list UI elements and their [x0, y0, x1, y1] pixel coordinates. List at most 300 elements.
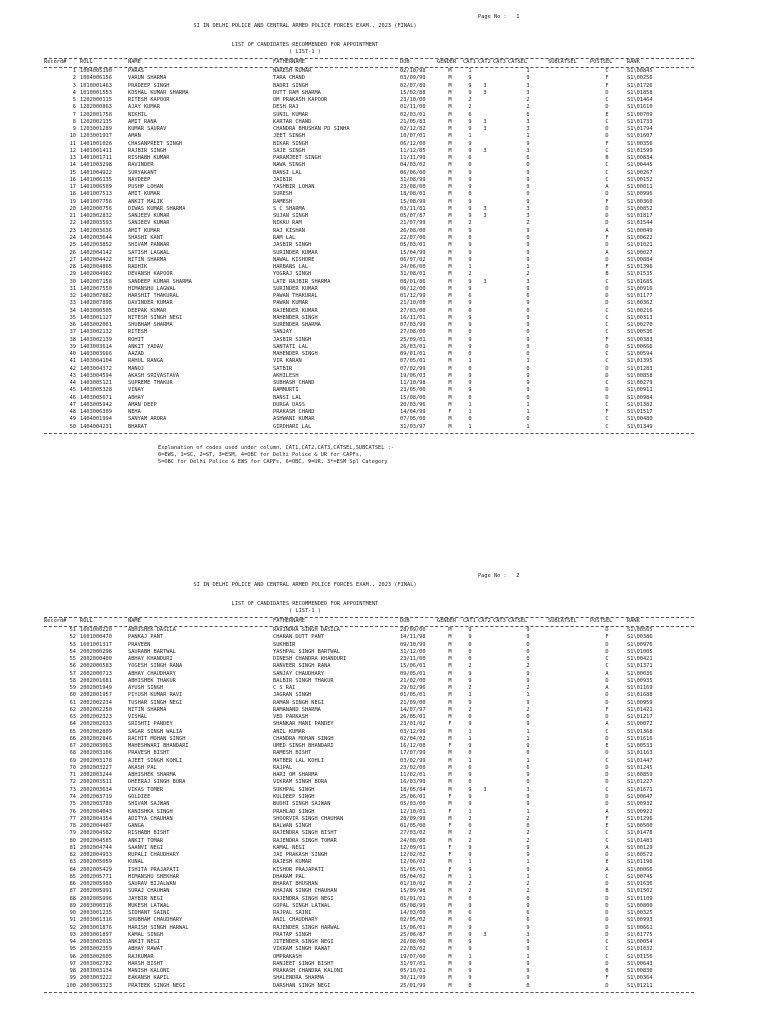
- cell-dob: 12/09/01: [400, 844, 426, 851]
- cell-catsel: 2: [526, 706, 530, 713]
- cell-roll: 2002003178: [80, 757, 112, 764]
- cell-rank: S1\00709: [627, 111, 653, 118]
- cell-cat1: 6: [468, 155, 472, 162]
- cell-name: KOSHAL KUMAR SHARMA: [128, 89, 189, 96]
- cell-dob: 09/01/01: [400, 351, 426, 358]
- cell-postsel: D: [605, 960, 609, 967]
- cell-gender: M: [448, 75, 452, 82]
- cell-fathername: KAMAL NEGI: [273, 844, 305, 851]
- cell-cat1: 9: [468, 184, 472, 191]
- cell-postsel: D: [605, 910, 609, 917]
- table-row: [0, 344, 768, 351]
- table-row: [0, 293, 768, 300]
- cell-rank: S1\00054: [627, 939, 653, 946]
- cell-dob: 31/12/00: [400, 648, 426, 655]
- cell-cat1: 0: [468, 648, 472, 655]
- cell-gender: F: [448, 743, 452, 750]
- cell-catsel: 3: [526, 278, 530, 285]
- cell-gender: M: [448, 162, 452, 169]
- cell-rank: S1\01636: [627, 881, 653, 888]
- cell-catsel: 6: [526, 293, 530, 300]
- cell-roll: 1203001289: [80, 126, 112, 133]
- cell-dob: 04/03/02: [400, 162, 426, 169]
- cell-dob: 27/08/00: [400, 329, 426, 336]
- cell-fathername: SUBHASH CHAND: [273, 380, 315, 387]
- cell-gender: M: [448, 902, 452, 909]
- header-catsel: CATSEL: [508, 618, 528, 624]
- cell-name: GOLDIEE: [128, 793, 151, 800]
- cell-rank: S1\01502: [627, 888, 653, 895]
- cell-dob: 21/10/00: [400, 300, 426, 307]
- cell-dob: 26/05/01: [400, 714, 426, 721]
- cell-catsel: 0: [526, 895, 530, 902]
- cell-fathername: DUTT RAM SHARMA: [273, 89, 321, 96]
- cell-postsel: C: [605, 162, 609, 169]
- cell-fathername: UMED SINGH BHANDARI: [273, 743, 334, 750]
- cell-fathername: PRATAP SINGH: [273, 931, 312, 938]
- exam-title: SI IN DELHI POLICE AND CENTRAL ARMED POLICE FORCES EXAM., 2023 (FINAL): [193, 23, 417, 29]
- cell-catsel: 2: [526, 830, 530, 837]
- cell-postsel: F: [605, 634, 609, 641]
- cell-gender: M: [448, 750, 452, 757]
- cell-record: 77: [69, 815, 76, 822]
- cell-name: EAKANSH KAPIL: [128, 975, 170, 982]
- cell-dob: 03/11/81: [400, 205, 426, 212]
- cell-name: RAHUL RANGA: [128, 358, 164, 365]
- cell-name: NIKHIL: [128, 111, 148, 118]
- cell-postsel: C: [605, 939, 609, 946]
- cell-fathername: SURESH: [273, 191, 293, 198]
- cell-record: 36: [69, 322, 76, 329]
- cell-cat1: 9: [468, 227, 472, 234]
- cell-cat1: 1: [468, 808, 472, 815]
- table-row: [0, 199, 768, 206]
- cell-name: ABHAY RAWAT: [128, 946, 164, 953]
- table-row: [0, 772, 768, 779]
- cell-postsel: D: [605, 735, 609, 742]
- cell-dob: 02/07/89: [400, 82, 426, 89]
- cell-gender: M: [448, 213, 452, 220]
- cell-rank: S1\00049: [627, 227, 653, 234]
- cell-gender: M: [448, 641, 452, 648]
- cell-postsel: B: [605, 155, 609, 162]
- table-row: [0, 387, 768, 394]
- cell-gender: M: [448, 648, 452, 655]
- table-row: [0, 830, 768, 837]
- cell-record: 22: [69, 220, 76, 227]
- cell-cat1: 9: [468, 866, 472, 873]
- cell-dob: 28/09/99: [400, 815, 426, 822]
- cell-cat1: 9: [468, 285, 472, 292]
- cell-cat1: 1: [468, 757, 472, 764]
- cell-cat1: 1: [468, 735, 472, 742]
- cell-roll: 1202002135: [80, 118, 112, 125]
- cell-record: 37: [69, 329, 76, 336]
- cell-fathername: ANIL CHAUDHARY: [273, 917, 318, 924]
- cell-roll: 1402007550: [80, 285, 112, 292]
- table-row: [0, 896, 768, 903]
- cell-catsel: 2: [526, 104, 530, 111]
- cell-postsel: A: [605, 184, 609, 191]
- cell-rank: S1\01544: [627, 220, 653, 227]
- cell-rank: S1\00745: [627, 873, 653, 880]
- cell-postsel: F: [605, 336, 609, 343]
- cell-rank: S1\00129: [627, 844, 653, 851]
- cell-rank: S1\00565: [627, 627, 653, 633]
- cell-gender: M: [448, 772, 452, 779]
- cell-dob: 31/03/97: [400, 423, 426, 430]
- cell-fathername: HARI OM SHARMA: [273, 772, 318, 779]
- cell-postsel: C: [605, 147, 609, 154]
- cell-rank: S1\00661: [627, 924, 653, 931]
- cell-catsel: 9: [526, 380, 530, 387]
- cell-dob: 25/06/01: [400, 793, 426, 800]
- cell-name: SANJEEV KUMAR: [128, 220, 170, 227]
- cell-dob: 07/05/00: [400, 416, 426, 423]
- cell-rank: S1\00647: [627, 793, 653, 800]
- header-fathername: FATHERNAME: [273, 618, 305, 624]
- cell-postsel: D: [605, 779, 609, 786]
- cell-roll: 1401003298: [80, 162, 112, 169]
- cell-name: DEEPAK KUMAR: [128, 307, 167, 314]
- header-name: NAME: [128, 618, 141, 624]
- cell-rank: S1\00884: [627, 256, 653, 263]
- cell-cat1: 0: [468, 307, 472, 314]
- cell-roll: 2003002605: [80, 953, 112, 960]
- cell-rank: S1\00666: [627, 343, 653, 350]
- cell-name: SIDHANT SAINI: [128, 910, 170, 917]
- cell-rank: S1\01227: [627, 779, 653, 786]
- cell-postsel: D: [605, 902, 609, 909]
- cell-dob: 01/11/00: [400, 104, 426, 111]
- cell-dob: 24/08/00: [400, 837, 426, 844]
- cell-record: 24: [69, 234, 76, 241]
- cell-dob: 05/10/01: [400, 968, 426, 975]
- cell-name: NITESH SINGH NEGI: [128, 314, 183, 321]
- cell-roll: 2003002359: [80, 946, 112, 953]
- cell-catsel: 0: [526, 714, 530, 721]
- cell-gender: F: [448, 852, 452, 859]
- cell-dob: 15/09/98: [400, 888, 426, 895]
- table-row: [0, 975, 768, 982]
- cell-rank: S1\00152: [627, 176, 653, 183]
- cell-dob: 06/06/00: [400, 169, 426, 176]
- cell-gender: M: [448, 677, 452, 684]
- cell-gender: M: [448, 89, 452, 96]
- cell-rank: S1\00325: [627, 910, 653, 917]
- cell-fathername: SAJE SINGH: [273, 147, 305, 154]
- cell-roll: 2002004487: [80, 823, 112, 830]
- cell-roll: 2002005996: [80, 895, 112, 902]
- cell-gender: M: [448, 764, 452, 771]
- cell-name: NITIN SHARMA: [128, 256, 167, 263]
- cell-record: 89: [69, 902, 76, 909]
- table-row: [0, 228, 768, 235]
- cell-cat1: 9: [468, 322, 472, 329]
- cell-rank: S1\01775: [627, 931, 653, 938]
- cell-cat1: 6: [468, 111, 472, 118]
- cell-postsel: D: [605, 293, 609, 300]
- table-row: [0, 794, 768, 801]
- cell-catsel: 9: [526, 285, 530, 292]
- cell-rank: S1\00643: [627, 960, 653, 967]
- table-row: [0, 337, 768, 344]
- cell-fathername: RAMAN SINGH NEGI: [273, 699, 325, 706]
- cell-name: VARUN SHARMA: [128, 75, 167, 82]
- cell-roll: 1401006135: [80, 176, 112, 183]
- cell-record: 76: [69, 808, 76, 815]
- header-cat1: CAT1: [463, 618, 476, 624]
- cell-gender: M: [448, 975, 452, 982]
- cell-rank: S1\00267: [627, 169, 653, 176]
- cell-fathername: SATBIR: [273, 365, 293, 372]
- cell-catsel: 9: [526, 743, 530, 750]
- cell-postsel: F: [605, 409, 609, 416]
- cell-gender: M: [448, 307, 452, 314]
- cell-catsel: 9: [526, 852, 530, 859]
- cell-rank: S1\01794: [627, 126, 653, 133]
- cell-record: 6: [72, 104, 76, 111]
- cell-gender: M: [448, 735, 452, 742]
- cell-cat1: 1: [468, 692, 472, 699]
- cell-catsel: 1: [526, 859, 530, 866]
- cell-dob: 23/01/02: [400, 721, 426, 728]
- cell-dob: 27/03/02: [400, 830, 426, 837]
- cell-fathername: BALBIR SINGH THAKUR: [273, 677, 334, 684]
- cell-record: 29: [69, 271, 76, 278]
- cell-catsel: 6: [526, 910, 530, 917]
- cell-record: 14: [69, 162, 76, 169]
- cell-dob: 02/04/02: [400, 735, 426, 742]
- cell-fathername: PRAKASH CHAND: [273, 409, 315, 416]
- cell-fathername: KULDEEP SINGH: [273, 793, 315, 800]
- cell-name: AKASH SRIVASTAVA: [128, 372, 180, 379]
- cell-postsel: D: [605, 89, 609, 96]
- cell-postsel: C: [605, 307, 609, 314]
- header-dob: DOB: [400, 618, 410, 624]
- cell-name: KANISHKA SINGH: [128, 808, 173, 815]
- table-row: [0, 286, 768, 293]
- cell-roll: 2002004933: [80, 852, 112, 859]
- cell-roll: 1401001411: [80, 147, 112, 154]
- cell-postsel: C: [605, 322, 609, 329]
- cell-cat1: 9: [468, 844, 472, 851]
- cell-roll: 2002003063: [80, 743, 112, 750]
- cell-fathername: BUDHI SINGH SAJWAN: [273, 801, 331, 808]
- cell-record: 83: [69, 859, 76, 866]
- table-row: [0, 663, 768, 670]
- cell-dob: 20/03/96: [400, 401, 426, 408]
- cell-catsel: 9: [526, 801, 530, 808]
- cell-gender: M: [448, 249, 452, 256]
- cell-record: 88: [69, 895, 76, 902]
- cell-dob: 15/02/88: [400, 89, 426, 96]
- cell-dob: 09/05/01: [400, 670, 426, 677]
- cell-rank: S1\00360: [627, 198, 653, 205]
- cell-gender: M: [448, 68, 452, 74]
- cell-record: 11: [69, 140, 76, 147]
- cell-cat1: 9: [468, 801, 472, 808]
- cell-cat1: 9: [468, 772, 472, 779]
- cell-roll: 1403002061: [80, 322, 112, 329]
- cell-roll: 2002003511: [80, 779, 112, 786]
- cell-roll: 2002001957: [80, 692, 112, 699]
- cell-cat1: 0: [468, 779, 472, 786]
- cell-cat1: 0: [468, 365, 472, 372]
- cell-cat1: 9: [468, 314, 472, 321]
- cell-roll: 2003003222: [80, 975, 112, 982]
- cell-fathername: VIKRAM SINGH BORA: [273, 779, 328, 786]
- cell-roll: 2003002782: [80, 960, 112, 967]
- table-row: [0, 845, 768, 852]
- cell-postsel: D: [605, 285, 609, 292]
- cell-cat1: 1: [468, 409, 472, 416]
- cell-name: DEVANSH KAPOOR: [128, 271, 173, 278]
- cell-fathername: DURGA DASS: [273, 401, 305, 408]
- cell-dob: 05/03/01: [400, 242, 426, 249]
- cell-cat1: 9: [468, 140, 472, 147]
- cell-fathername: PAWAN KUMAR: [273, 300, 309, 307]
- cell-cat1: 9: [468, 786, 472, 793]
- cell-fathername: PRAKASH CHANDRA KALONI: [273, 968, 344, 975]
- cell-gender: M: [448, 931, 452, 938]
- cell-record: 48: [69, 409, 76, 416]
- cell-name: SAURAV BIJALWAN: [128, 881, 176, 888]
- cell-catsel: 6: [526, 111, 530, 118]
- cell-name: PARAS: [128, 68, 144, 74]
- cell-name: ABHISHEK SHARMA: [128, 772, 176, 779]
- cell-record: 39: [69, 343, 76, 350]
- cell-fathername: CHARAN DUTT PANT: [273, 634, 325, 641]
- table-row: [0, 366, 768, 373]
- table-row: [0, 649, 768, 656]
- cell-record: 7: [72, 111, 76, 118]
- cell-rank: S1\01733: [627, 118, 653, 125]
- cell-record: 72: [69, 779, 76, 786]
- cell-postsel: C: [605, 278, 609, 285]
- cell-name: ABHISHEK DASILA: [128, 627, 176, 633]
- cell-record: 86: [69, 881, 76, 888]
- cell-rank: S1\00959: [627, 699, 653, 706]
- cell-name: RUPALI CHAUDHARY: [128, 852, 180, 859]
- cell-cat1: 9: [468, 213, 472, 220]
- cell-record: 79: [69, 830, 76, 837]
- header-catsel: CATSEL: [508, 59, 528, 65]
- cell-catsel: 0: [526, 234, 530, 241]
- page-1: [0, 14, 768, 464]
- cell-name: AJEET SINGH KOHLI: [128, 757, 183, 764]
- table-row: [0, 155, 768, 162]
- cell-fathername: JASBIR SINGH: [273, 242, 312, 249]
- cell-gender: M: [448, 656, 452, 663]
- cell-roll: 1402004142: [80, 249, 112, 256]
- cell-gender: M: [448, 220, 452, 227]
- cell-cat1: 2: [468, 706, 472, 713]
- cell-fathername: DINESH CHANDRA KHANDURI: [273, 656, 347, 663]
- cell-cat2: 3: [483, 118, 487, 125]
- cell-postsel: C: [605, 401, 609, 408]
- table-row: [0, 721, 768, 728]
- cell-fathername: RAJPAL SAINI: [273, 910, 312, 917]
- cell-catsel: 9: [526, 721, 530, 728]
- cell-dob: 15/04/99: [400, 249, 426, 256]
- cell-gender: M: [448, 118, 452, 125]
- cell-dob: 02/12/82: [400, 126, 426, 133]
- cell-roll: 2003001316: [80, 917, 112, 924]
- cell-cat2: 3: [483, 213, 487, 220]
- cell-postsel: D: [605, 627, 609, 633]
- cell-rank: S1\01464: [627, 97, 653, 104]
- table-row: [0, 787, 768, 794]
- cell-record: 55: [69, 656, 76, 663]
- cell-roll: 1010001463: [80, 82, 112, 89]
- cell-catsel: 1: [526, 133, 530, 140]
- cell-cat1: 0: [468, 982, 472, 989]
- cell-name: RAVINDER: [128, 162, 154, 169]
- cell-name: SHIVAM SAJWAN: [128, 801, 170, 808]
- cell-fathername: RAJ KISHAN: [273, 227, 305, 234]
- list-subtitle: ( LIST-1 ): [289, 608, 321, 614]
- cell-name: HARSHIT THAKURAL: [128, 293, 180, 300]
- cell-gender: M: [448, 242, 452, 249]
- cell-name: PRAVEEN: [128, 641, 151, 648]
- header-postsel: POSTSEL: [590, 618, 613, 624]
- cell-postsel: C: [605, 118, 609, 125]
- cell-postsel: B: [605, 968, 609, 975]
- cell-fathername: SHANKAR MANI PANDEY: [273, 721, 334, 728]
- table-row: [0, 220, 768, 227]
- cell-gender: M: [448, 133, 452, 140]
- cell-rank: S1\01169: [627, 685, 653, 692]
- cell-roll: 2002003634: [80, 786, 112, 793]
- cell-fathername: MATBER LAL KOHLI: [273, 757, 325, 764]
- cell-catsel: 2: [526, 837, 530, 844]
- table-row: [0, 162, 768, 169]
- cell-catsel: 9: [526, 866, 530, 873]
- cell-catsel: 9: [526, 924, 530, 931]
- cell-roll: 1403002139: [80, 336, 112, 343]
- cell-cat1: 9: [468, 278, 472, 285]
- cell-dob: 06/12/00: [400, 285, 426, 292]
- cell-rank: S1\01396: [627, 264, 653, 271]
- cell-record: 52: [69, 634, 76, 641]
- cell-cat1: 6: [468, 917, 472, 924]
- table-row: [0, 395, 768, 402]
- cell-record: 64: [69, 721, 76, 728]
- cell-catsel: 2: [526, 271, 530, 278]
- table-row: [0, 932, 768, 939]
- table-row: [0, 809, 768, 816]
- cell-record: 100: [66, 982, 76, 989]
- cell-dob: 15/08/00: [400, 394, 426, 401]
- cell-gender: M: [448, 873, 452, 880]
- table-row: [0, 141, 768, 148]
- cell-rank: S1\00279: [627, 380, 653, 387]
- cell-rank: S1\00421: [627, 656, 653, 663]
- cell-record: 59: [69, 685, 76, 692]
- table-row: [0, 983, 768, 990]
- cell-name: PRAVESH BISHT: [128, 750, 170, 757]
- cell-fathername: TARA CHAND: [273, 75, 305, 82]
- cell-fathername: RAJENDER SINGH HARWAL: [273, 924, 340, 931]
- cell-postsel: D: [605, 104, 609, 111]
- cell-postsel: C: [605, 358, 609, 365]
- cell-rank: S1\00256: [627, 75, 653, 82]
- cell-cat1: 1: [468, 401, 472, 408]
- cell-fathername: NARESH KUMAR: [273, 68, 312, 74]
- cell-record: 54: [69, 648, 76, 655]
- cell-gender: M: [448, 329, 452, 336]
